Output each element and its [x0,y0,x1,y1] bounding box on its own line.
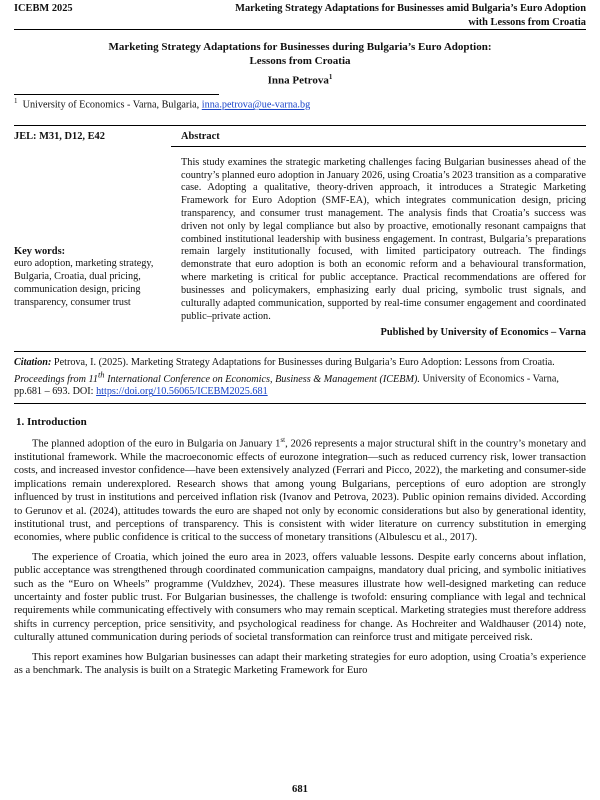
intro-p1-sup: st [280,436,286,445]
affiliation-text: University of Economics - Varna, Bulgaria, [22,99,202,111]
affiliation [14,97,586,112]
short-title-line1: Marketing Strategy Adaptations for Businesses amid Bulgaria’s Euro Adoption [235,3,586,14]
author-sup: 1 [328,72,333,81]
paper-title [14,40,586,69]
short-title [235,2,586,29]
keywords-text: euro adoption, marketing strategy, Bulgaria, Croatia, dual pricing, communication design, pricing transparency, consumer trust [14,257,154,308]
paper-title-line1: Marketing Strategy Adaptations for Businesses during Bulgaria’s Euro Adoption: [108,41,492,53]
proceedings-part-b: International Conference on Economics, Business & Management (ICEBM). [104,373,420,385]
affiliation-sup: 1 [14,97,18,106]
citation-proceedings [14,369,420,385]
abstract-divider [171,146,586,147]
page-number: 681 [292,783,308,795]
citation-block [14,357,586,405]
keywords-label: Key words: [14,245,66,257]
publisher-line: Published by University of Economics – Varna [380,327,586,339]
conference-name: ICEBM 2025 [14,3,73,14]
doi-link[interactable]: https://doi.org/10.56065/ICEBM2025.681 [96,386,268,398]
citation-label: Citation: [14,356,52,368]
intro-paragraph-2: The experience of Croatia, which joined the euro area in 2023, offers valuable lessons. Despite early concerns about inflation, public acceptance was strengthened through coordinated communication campaigns, mandatory dual pricing, and symbolic initiatives such as the “Euro on Wheels” programme (Vuldzhev, 2024). These measures illustrate how well-designed marketing can reduce uncertainty and foster public trust. For Bulgarian businesses, the challenge is twofold: ensuring compliance with legal and technical requirements while communicating effectively with consumers who may remain sceptical. Marketing strategies must therefore address shifts in currency perception, price sensitivity, and psychological readiness for change. As Hochreiter and Waldhauser (2014) note, culturally attuned communication during periods of societal transformation can reinforce trust and mitigate perceived risk. [14,551,586,644]
proceedings-sup: th [97,369,105,380]
affiliation-divider [14,94,219,95]
citation-text-after: University of Economics - Varna, pp.681 – 693. DOI: [14,373,559,398]
section-heading-introduction: 1. Introduction [16,416,87,429]
intro-p1-part-b: , 2026 represents a major structural shift in the country’s monetary and institutional framework. While the macroeconomic effects of eurozone integration—such as reduced currency risk, lower transaction costs, and increased investor confidence—have been extensively analyzed (Ferrari and Picco, 2022), the marketing and consumer-side implications remain underexplored. Research shows that among young Bulgarians, perceptions of euro adoption are strongly influenced by trust in institutions and perceived inflation risk (Ivanov and Petrova, 2023). Public opinion remains divided. According to Gerunov et al. (2024), attitudes towards the euro are shaped not only by economic considerations but also by generational identity, institutional trust, and perceptions of transparency. This is consistent with wider literature on currency substitution in emerging economies, where public confidence is critical to the success of monetary transitions (Albulescu et al., 2017). [14,438,586,544]
affiliation-block [14,94,586,112]
citation-text: Petrova, I. (2025). Marketing Strategy Adaptations for Businesses during Bulgaria’s Euro Adoption: Lessons from Croatia. [51,356,555,368]
intro-paragraph-3: This report examines how Bulgarian businesses can adapt their marketing strategies for euro adoption, using Croatia’s experience as a benchmark. The analysis is built on a Strategic Marketing Framework for Euro [14,651,586,676]
article-meta-box [14,125,586,352]
author [14,73,586,89]
abstract-label: Abstract [181,130,220,142]
intro-p1-part-a: The planned adoption of the euro in Bulgaria on January 1 [32,438,281,450]
abstract-text: This study examines the strategic marketing challenges facing Bulgarian businesses ahead of the country’s planned euro adoption in January 2026, using Croatia’s 2023 transition as a comparative case. Adopting a qualitative, theory-driven approach, it introduces a Strategic Marketing Framework for Euro Adoption (SMF-EA), which integrates communication design, pricing transparency, and consumer trust management. The analysis finds that Croatia’s success was driven not only by legal compliance but also by proactive, emotionally resonant campaigns that combined institutional leadership with business engagement. In contrast, Bulgaria’s preparations remain largely institutionally focused, with limited participatory outreach. The findings demonstrate that euro adoption is both an economic reform and a behavioural transformation, where marketing is critical for public acceptance. Practical recommendations are offered for businesses and policymakers, emphasizing early dual pricing, symbolic trust signals, and culturally adapted communication, supported by real-time consumer engagement and coordinated public–private action. [181,156,586,322]
intro-paragraph-1 [14,436,586,545]
short-title-line2: with Lessons from Croatia [468,16,586,28]
abstract-column [171,126,586,351]
author-name: Inna Petrova [267,74,329,87]
jel-codes: JEL: M31, D12, E42 [14,130,105,142]
running-header [14,0,586,30]
proceedings-part-a: Proceedings from 11 [14,373,98,385]
keywords-block [14,245,164,310]
paper-title-line2: Lessons from Croatia [249,55,351,68]
author-email-link[interactable]: inna.petrova@ue-varna.bg [201,99,311,111]
meta-left-column [14,126,171,351]
